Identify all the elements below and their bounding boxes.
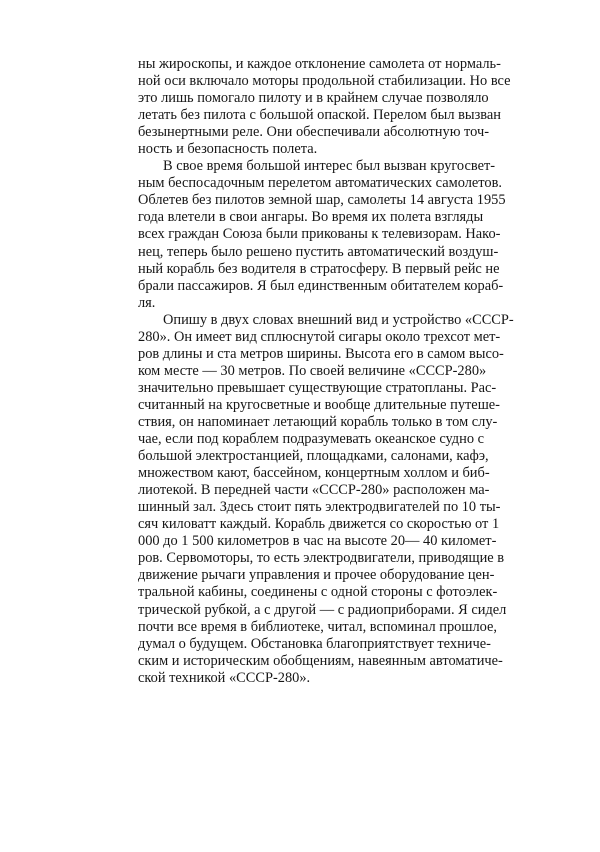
text-line: ность и безопасность полета. <box>138 141 318 158</box>
paragraph <box>138 56 511 158</box>
text-line: множеством кают, бассейном, концертным холлом и биб- <box>138 465 490 482</box>
text-line: ской техникой «СССР-280». <box>138 669 311 686</box>
text-line: ским и историческим обобщениям, навеянным автоматиче- <box>138 652 503 669</box>
text-line: года влетели в свои ангары. Во время их полета взгляды <box>138 209 484 226</box>
text-line: ля. <box>138 294 156 311</box>
paragraph <box>138 158 506 311</box>
text-line: лиотекой. В передней части «СССР-280» расположен ма- <box>138 482 490 499</box>
text-line: нец, теперь было решено пустить автоматический воздуш- <box>138 243 499 260</box>
text-line: почти все время в библиотеке, читал, вспоминал прошлое, <box>138 618 497 635</box>
text-line: ком месте — 30 метров. По своей величине «СССР-280» <box>138 362 487 379</box>
text-line: чае, если под кораблем подразумевать океанское судно с <box>138 431 485 448</box>
text-line: брали пассажиров. Я был единственным обитателем кораб- <box>138 277 504 294</box>
text-line: сяч киловатт каждый. Корабль движется со скоростью от 1 <box>138 516 500 533</box>
text-line: ный корабль без водителя в стратосферу. В первый рейс не <box>138 260 500 277</box>
text-line: В свое время большой интерес был вызван кругосвет- <box>163 158 496 175</box>
paragraph <box>138 311 514 687</box>
text-line: ным беспосадочным перелетом автоматических самолетов. <box>138 175 502 192</box>
text-line: Облетев без пилотов земной шар, самолеты 14 августа 1955 <box>138 192 506 209</box>
text-line: ной оси включало моторы продольной стабилизации. Но все <box>138 73 511 90</box>
text-line: ров. Сервомоторы, то есть электродвигатели, приводящие в <box>138 550 505 567</box>
text-line: 280». Он имеет вид сплюснутой сигары около трехсот мет- <box>138 328 501 345</box>
text-line: Опишу в двух словах внешний вид и устройство «СССР- <box>163 311 514 328</box>
text-line: безынертными реле. Они обеспечивали абсолютную точ- <box>138 124 490 141</box>
body-text-column <box>138 56 514 687</box>
text-line: ров длины и ста метров ширины. Высота его в самом высо- <box>138 345 504 362</box>
text-line: 000 до 1 500 километров в час на высоте 20— 40 километ- <box>138 533 497 550</box>
text-line: это лишь помогало пилоту и в крайнем случае позволяло <box>138 90 489 107</box>
text-line: всех граждан Союза были прикованы к телевизорам. Нако- <box>138 226 501 243</box>
text-line: большой электростанцией, площадками, салонами, кафэ, <box>138 448 489 465</box>
text-line: считанный на кругосветные и вообще длительные путеше- <box>138 396 500 413</box>
text-line: шинный зал. Здесь стоит пять электродвигателей по 10 ты- <box>138 499 501 516</box>
text-line: летать без пилота с большой опаской. Перелом был вызван <box>138 107 501 124</box>
text-line: тральной кабины, соединены с одной стороны с фотоэлек- <box>138 584 498 601</box>
text-line: думал о будущем. Обстановка благоприятствует техниче- <box>138 635 491 652</box>
text-line: движение рычаги управления и прочее оборудование цен- <box>138 567 495 584</box>
text-line: значительно превышает существующие стратопланы. Рас- <box>138 379 497 396</box>
text-line: ны жироскопы, и каждое отклонение самолета от нормаль- <box>138 56 501 72</box>
text-line: трической рубкой, а с другой — с радиоприборами. Я сидел <box>138 601 507 618</box>
text-line: ствия, он напоминает летающий корабль только в том слу- <box>138 413 498 430</box>
